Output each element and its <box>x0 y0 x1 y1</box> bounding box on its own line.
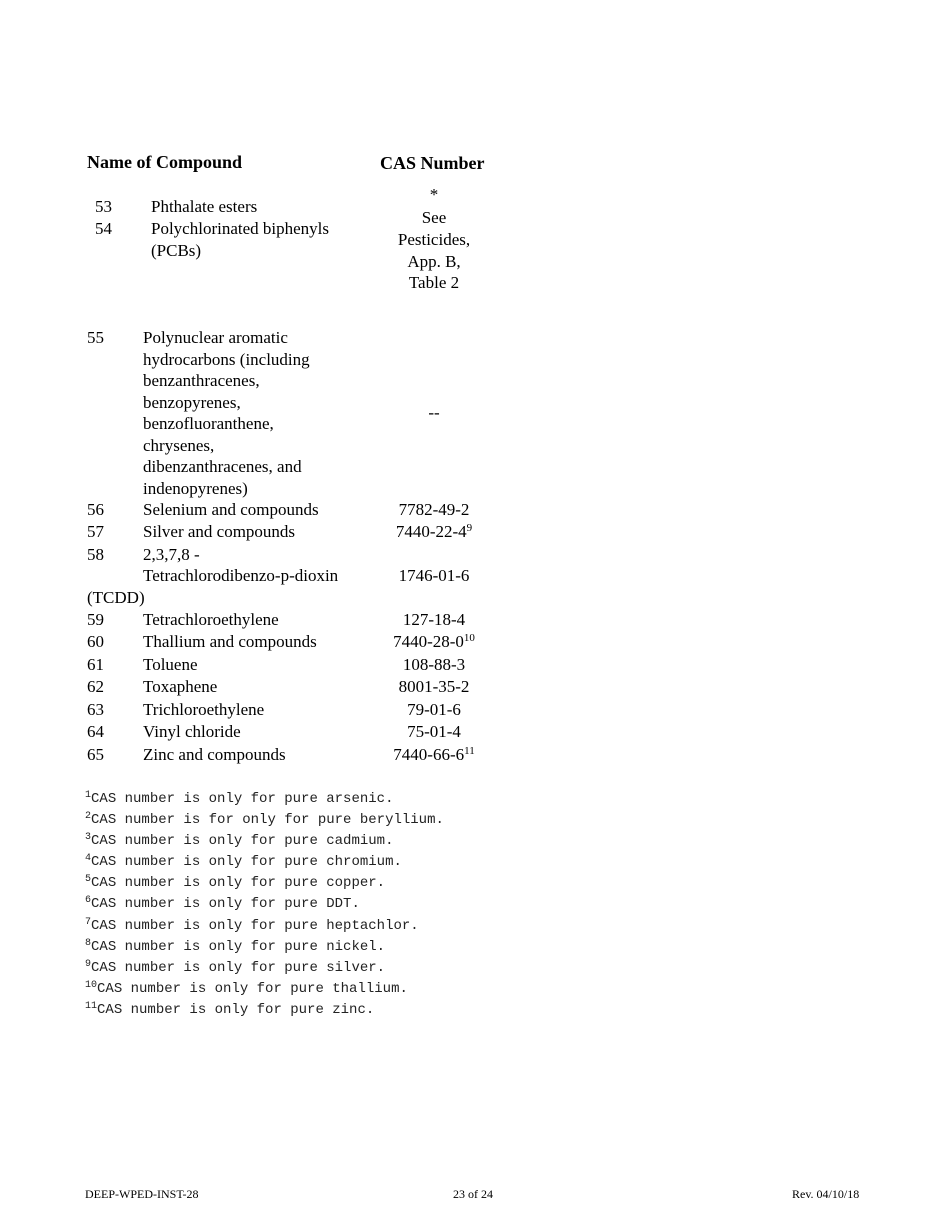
row-57-footnote-ref: 9 <box>466 522 473 534</box>
footnote-3: $^3$CAS number is only for pure cadmium. <box>85 832 394 849</box>
row-58-cas: 1746-01-6 <box>398 566 470 585</box>
row-54-name-line-2: (PCBs) <box>151 241 202 260</box>
row-55-name-line-4: benzopyrenes, <box>143 392 241 412</box>
row-57-cas: $7440-22-4^9$ <box>395 522 473 541</box>
footnote-8: $^8$CAS number is only for pure nickel. <box>85 938 386 955</box>
row-60-name: Thallium and compounds <box>143 632 317 651</box>
row-64-number: 64 <box>87 722 104 741</box>
row-54-number: 54 <box>95 219 112 238</box>
row-62-number: 62 <box>87 677 104 696</box>
cas-marker: * <box>429 185 439 204</box>
row-63-cas: 79-01-6 <box>407 700 461 719</box>
footnote-11: $^{11}$CAS number is only for pure zinc. <box>85 1001 375 1018</box>
row-65-footnote-ref: 11 <box>464 745 475 757</box>
row-59-number: 59 <box>87 610 104 629</box>
row-53-number: 53 <box>95 197 112 216</box>
row-54-name-line-1: Polychlorinated biphenyls <box>151 219 330 238</box>
row-56-cas: 7782-49-2 <box>398 500 470 519</box>
row-55-name-line-5: benzofluoranthene, <box>143 414 274 433</box>
row-61-name: Toluene <box>143 655 198 674</box>
row-62-cas: 8001-35-2 <box>398 677 470 696</box>
column-header-name: Name of Compound <box>87 152 243 172</box>
row-63-number: 63 <box>87 700 104 719</box>
row-58-name-line-2: Tetrachlorodibenzo-p-dioxin <box>143 566 339 585</box>
row-53-name: Phthalate esters <box>151 197 258 216</box>
row-61-cas: 108-88-3 <box>402 655 466 674</box>
row-59-name: Tetrachloroethylene <box>143 610 279 629</box>
footnote-6: $^6$CAS number is only for pure DDT. <box>85 895 360 912</box>
row-55-name-line-2: hydrocarbons (including <box>143 349 310 369</box>
row-62-name: Toxaphene <box>143 677 218 696</box>
footnote-7: $^7$CAS number is only for pure heptachlor. <box>85 917 419 934</box>
row-63-name: Trichloroethylene <box>143 700 265 719</box>
footnote-2: $^2$CAS number is for only for pure beryllium. <box>85 811 444 828</box>
cas-see-line-2: Pesticides, <box>397 230 471 249</box>
footnote-1: $^1$CAS number is only for pure arsenic. <box>85 790 394 807</box>
footer-page-number: 23 of 24 <box>453 1187 493 1201</box>
row-55-number: 55 <box>87 328 104 347</box>
row-55-cas: -- <box>428 403 440 422</box>
row-60-footnote-ref: 10 <box>463 632 475 644</box>
row-57-number: 57 <box>87 522 104 541</box>
row-55-name-line-7: dibenzanthracenes, and <box>143 457 302 476</box>
row-57-name: Silver and compounds <box>143 522 296 541</box>
row-61-number: 61 <box>87 655 104 674</box>
footer-revision: Rev. 04/10/18 <box>792 1187 860 1201</box>
column-header-cas: CAS Number <box>380 153 485 173</box>
row-59-cas: 127-18-4 <box>402 610 466 629</box>
row-65-number: 65 <box>87 745 104 764</box>
row-58-number: 58 <box>87 545 104 564</box>
row-55-name-line-3: benzanthracenes, <box>143 371 260 390</box>
row-60-number: 60 <box>87 632 104 651</box>
cas-see-line-3: App. B, <box>407 252 461 271</box>
cas-see-line-1: See <box>421 208 447 227</box>
row-56-number: 56 <box>87 500 104 519</box>
row-58-name-line-1: 2,3,7,8 - <box>143 545 200 564</box>
footnote-10: $^{10}$CAS number is only for pure thallium. <box>85 980 408 997</box>
row-55-name-line-8: indenopyrenes) <box>143 478 248 498</box>
row-58-name-line-3: (TCDD) <box>87 588 145 607</box>
row-55-name-line-6: chrysenes, <box>143 435 215 455</box>
row-60-cas: $7440-28-0^{10}$ <box>393 632 475 651</box>
row-65-name: Zinc and compounds <box>143 745 286 764</box>
footnote-9: $^9$CAS number is only for pure silver. <box>85 959 386 976</box>
footnote-4: $^4$CAS number is only for pure chromium. <box>85 853 402 870</box>
footer-doc-id: DEEP-WPED-INST-28 <box>85 1187 199 1201</box>
row-56-name: Selenium and compounds <box>143 500 319 519</box>
row-55-name-line-1: Polynuclear aromatic <box>143 328 288 347</box>
cas-see-line-4: Table 2 <box>408 273 460 292</box>
row-64-name: Vinyl chloride <box>143 722 241 741</box>
row-65-cas: $7440-66-6^{11}$ <box>393 745 475 764</box>
row-64-cas: 75-01-4 <box>407 722 461 741</box>
footnote-5: $^5$CAS number is only for pure copper. <box>85 874 386 891</box>
